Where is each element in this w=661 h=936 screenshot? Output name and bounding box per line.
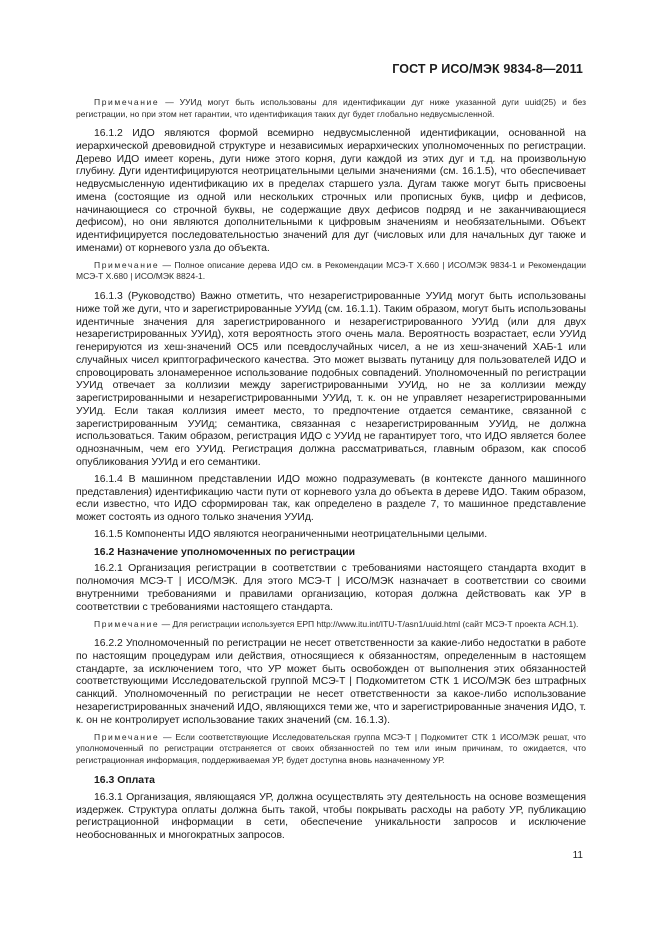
note-text: — Для регистрации используется ЕРП http://www.itu.int/ITU-T/asn1/uuid.html (сайт МСЭ-Т проекта АСН.1). bbox=[161, 618, 579, 629]
document-header: ГОСТ Р ИСО/МЭК 9834-8—2011 bbox=[392, 62, 583, 76]
note-label: Примечание bbox=[94, 259, 160, 270]
note-text: — Полное описание дерева ИДО см. в Рекомендации МСЭ-Т Х.660 | ИСО/МЭК 9834-1 и Рекомендации МСЭ-Т Х.680 | ИСО/МЭК 8824-1. bbox=[76, 259, 586, 282]
note-text: — Если соответствующие Исследовательская группа МСЭ-Т | Подкомитет СТК 1 ИСО/МЭК решат, что уполномоченный по регистрации отстраняется от своих обязанностей по тем или иным причинам, то ожидается, что регистрационная информация, поддерживаемая УР, будет доступна вновь назначенному УР. bbox=[76, 731, 586, 765]
note-label: Примечание bbox=[94, 618, 160, 629]
paragraph-16-1-4: 16.1.4 В машинном представлении ИДО можно подразумевать (в контексте данного машинного представления) идентификацию части пути от корневого узла до объекта в дереве ИДО. Таким образом, если известно, что ИДО сформирован так, как определено в разделе 7, то машинное представление может состоять из одного только значения УУИд. bbox=[76, 473, 586, 523]
paragraph-16-3-1: 16.3.1 Организация, являющаяся УР, должна осуществлять эту деятельность на основе возмещения издержек. Структура оплаты должна быть такой, чтобы покрывать расходы на работу УР, публикацию регистрационной информации в сети, обеспечение уникальности запросов и исключение необоснованных и многократных запросов. bbox=[76, 791, 586, 842]
page-number: 11 bbox=[572, 850, 583, 861]
note-registration-url bbox=[76, 619, 586, 631]
note-ra-removal bbox=[76, 732, 586, 767]
note-label: Примечание bbox=[94, 97, 160, 107]
document-body bbox=[76, 93, 586, 847]
paragraph-16-1-2: 16.1.2 ИДО являются формой всемирно недвусмысленной идентификации, основанной на иерархической древовидной структуре и независимых иерархических уполномоченных по регистрации. Дерево ИДО имеет корень, дуги ниже этого корня, дуги каждой из этих дуг и т.д. на произвольную глубину. Дуги идентифицируются неотрицательными целыми значениями (см. 16.1.5), что обеспечивает недвусмысленную идентификацию их в пределах старшего узла. Дугам также могут быть присвоены имена (состоящие из одной или нескольких строчных или прописных букв, цифр и дефисов, начинающиеся со строчной буквы, не содержащие двух дефисов подряд и не заканчивающиеся дефисом), но они являются дополнительными к цифровым значениям и необязательными. Объект идентифицируется последовательностью значений для дуг (числовых или для начальных дуг также и именами) от корневого узла до объекта. bbox=[76, 128, 586, 254]
paragraph-16-2-2: 16.2.2 Уполномоченный по регистрации не несет ответственности за какие-либо недостатки в работе по настоящим процедурам или действия, относящиеся к обязанностям, определенным в настоящем стандарте, за исключением того, что УР может быть освобожден от выполнения этих обязанностей соответствующими Исследовательской группой МСЭ-Т | Подкомитетом СТК 1 ИСО/МЭК без штрафных санкций. Уполномоченный по регистрации не несет ответственности за какое-либо использование незарегистрированных значений ИДО, являющихся теми же, что и зарегистрированные значения ИДО, т. к. он не контролирует использование таких значений (см. 16.1.3). bbox=[76, 638, 586, 726]
paragraph-16-1-5: 16.1.5 Компоненты ИДО являются неограниченными неотрицательными целыми. bbox=[94, 528, 488, 540]
paragraph-16-2-1: 16.2.1 Организация регистрации в соответствии с требованиями настоящего стандарта входит в полномочия МСЭ-Т | ИСО/МЭК. Для этого МСЭ-Т | ИСО/МЭК назначает в соответствии со своими внутренними требованиями и правилами организацию, которая должна действовать как УР в соответствии с требованиями настоящего стандарта. bbox=[76, 563, 586, 613]
note-uuid-arcs bbox=[76, 97, 586, 120]
note-oid-tree bbox=[76, 260, 586, 283]
note-text: — УУИд могут быть использованы для идентификации дуг ниже указанной дуги uuid(25) и без регистрации, но при этом нет гарантии, что идентификация таких дуг будет глобально недвусмысленной. bbox=[76, 97, 586, 119]
paragraph-16-1-3: 16.1.3 (Руководство) Важно отметить, что незарегистрированные УУИд могут быть использованы ниже той же дуги, что и зарегистрированные УУИд (см. 16.1.1). Таким образом, могут быть использованы идентичные значения для зарегистрированного и незарегистрированного УУИд (или для двух незарегистрированных УУИд), хотя вероятность этого очень мала. Вероятность возрастает, если УУИд генерируются из хеш-значений ОС5 или псевдослучайных чисел, а не из хеш-значений ХАБ-1 или случайных чисел криптографического качества. Это может вызвать путаницу для пользователей ИДО и спровоцировать злонамеренное использование подобных совпадений. Уполномоченный по регистрации УУИд отвечает за коллизии между зарегистрированными УУИд, но не за коллизии между зарегистрированными и незарегистрированными УУИд, т. к. он не управляет незарегистрированными УУИд. Если такая коллизия имеет место, то предпочтение отдается семантике, связанной с зарегистрированным УУИд; семантика, связанная с незарегистрированным УУИд, не должна использоваться. Таким образом, регистрация ИДО с УУИд не гарантирует того, что ИДО является более однозначным, чем его УУИд. Регистрация должна рассматриваться, главным образом, как способ опубликования УУИд и его семантики. bbox=[76, 291, 586, 468]
section-heading-16-3: 16.3 Оплата bbox=[94, 775, 155, 787]
note-label: Примечание bbox=[94, 731, 160, 742]
section-heading-16-2: 16.2 Назначение уполномоченных по регистрации bbox=[94, 546, 356, 558]
